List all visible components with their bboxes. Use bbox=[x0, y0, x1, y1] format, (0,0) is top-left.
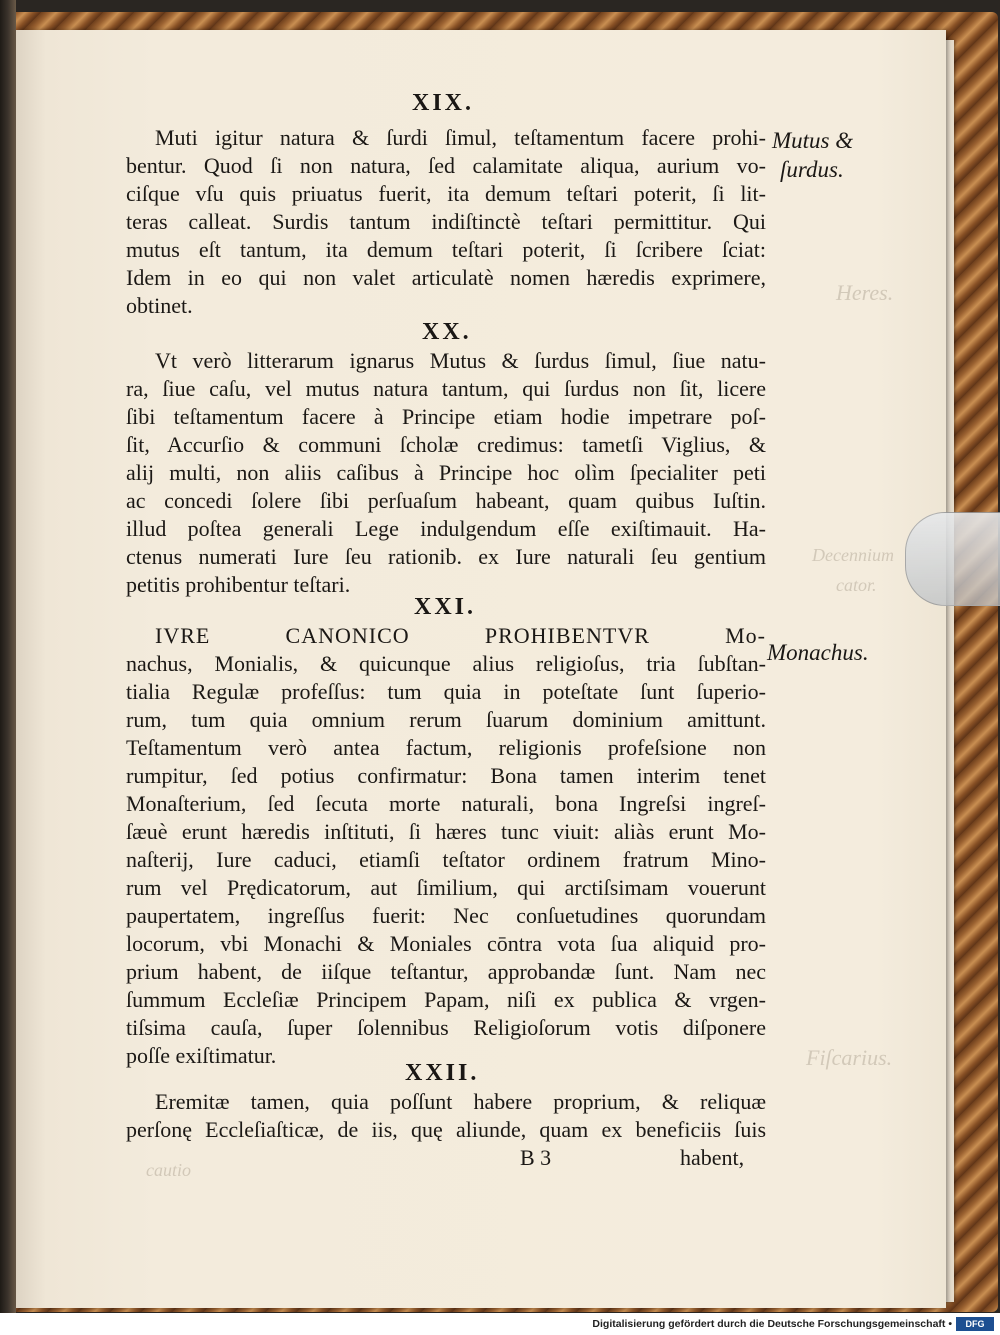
section-heading-19: XIX. bbox=[412, 90, 475, 116]
text-line: IVRE CANONICO PROHIBENTVR Mo- bbox=[155, 623, 766, 648]
text-line: rum, tum quia omnium rerum ſuarum dominium amittunt. bbox=[126, 707, 766, 732]
text-line: Idem in eo qui non valet articulatè nomen hæredis exprimere, bbox=[126, 265, 766, 290]
text-line: Muti igitur natura & ſurdi ſimul, teſtamentum facere prohi- bbox=[155, 125, 766, 150]
show-through-text: Decennium bbox=[812, 545, 894, 565]
text-line: poſſe exiſtimatur. bbox=[126, 1043, 277, 1068]
text-line: Monaſterium, ſed ſecuta morte naturali, bona Ingreſsi ingreſ- bbox=[126, 791, 766, 816]
text-line: illud poſtea generali Lege indulgendum eſſe exiſtimauit. Ha- bbox=[126, 516, 766, 541]
footer-credit-text: Digitalisierung gefördert durch die Deutsche Forschungsgemeinschaft • bbox=[592, 1318, 952, 1330]
text-line: tialia Regulæ profeſſus: tum quia in poteſtate ſunt ſuperio- bbox=[126, 679, 766, 704]
text-line: ſibi teſtamentum facere à Principe etiam hodie impetrare poſ- bbox=[126, 404, 766, 429]
text-line: Vt verò litterarum ignarus Mutus & ſurdus ſimul, ſiue natu- bbox=[155, 348, 766, 373]
section-heading-21: XXI. bbox=[414, 594, 477, 620]
section-heading-20: XX. bbox=[422, 319, 472, 345]
glass-clip bbox=[905, 512, 1000, 606]
text-line: mutus eſt tantum, ita demum teſtari poterit, ſi ſcribere ſciat: bbox=[126, 237, 766, 262]
text-line: paupertatem, ingreſſus fuerit: Nec conſuetudines quorundam bbox=[126, 903, 766, 928]
text-line: locorum, vbi Monachi & Moniales cōntra vota ſua aliquid pro- bbox=[126, 931, 766, 956]
text-line: ac concedi ſolere ſibi perſuaſum habeant, quam quibus Iuſtin. bbox=[126, 488, 766, 513]
text-line: teras calleat. Surdis tantum indiſtinctè teſtari permittitur. Qui bbox=[126, 209, 766, 234]
text-line: Eremitæ tamen, quia poſſunt habere proprium, & reliquæ bbox=[155, 1089, 766, 1114]
margin-note: Mutus & bbox=[772, 128, 854, 153]
show-through-text: Heres. bbox=[836, 280, 894, 305]
dfg-logo: DFG bbox=[956, 1317, 994, 1331]
text-line: naſterij, Iure caduci, etiamſi teſtator ordinem fratrum Mino- bbox=[126, 847, 766, 872]
text-line: obtinet. bbox=[126, 293, 193, 318]
text-line: Teſtamentum verò antea factum, religionis profeſsione non bbox=[126, 735, 766, 760]
text-line: tiſsima cauſa, ſuper ſolennibus Religioſorum votis diſponere bbox=[126, 1015, 766, 1040]
text-line: nachus, Monialis, & quicunque alius religioſus, tria ſubſtan- bbox=[126, 651, 766, 676]
catchword: habent, bbox=[680, 1145, 745, 1170]
text-line: ciſque vſu quis priuatus fuerit, ita demum teſtari poterit, ſi lit- bbox=[126, 181, 766, 206]
show-through-text: cator. bbox=[836, 575, 877, 595]
margin-note: Monachus. bbox=[767, 640, 869, 665]
text-line: bentur. Quod ſi non natura, ſed calamitate aliqua, aurium vo- bbox=[126, 153, 766, 178]
text-line: rum vel Prędicatorum, aut ſimilium, qui arctiſsimam vouerunt bbox=[126, 875, 766, 900]
show-through-text: cautio bbox=[146, 1160, 191, 1180]
section-heading-22: XXII. bbox=[405, 1060, 480, 1086]
text-line: ctenus numerati Iure ſeu rationib. ex Iure naturali ſeu gentium bbox=[126, 544, 766, 569]
text-line: ſit, Accurſio & communi ſcholæ credimus: tametſi Viglius, & bbox=[126, 432, 766, 457]
text-line: rumpitur, ſed potius confirmatur: Bona tamen interim tenet bbox=[126, 763, 766, 788]
text-line: petitis prohibentur teſtari. bbox=[126, 572, 351, 597]
signature-mark: B 3 bbox=[520, 1145, 552, 1170]
text-line: ſæuè erunt hæredis inſtituti, ſi hæres tunc viuit: aliàs erunt Mo- bbox=[126, 819, 766, 844]
text-line: ſummum Eccleſiæ Principem Papam, niſi ex publica & vrgen- bbox=[126, 987, 766, 1012]
digitization-footer bbox=[0, 1313, 1000, 1335]
text-line: prium habent, de iiſque teſtantur, approbandæ ſunt. Nam nec bbox=[126, 959, 766, 984]
text-line: ra, ſiue caſu, vel mutus natura tantum, qui ſurdus non ſit, licere bbox=[126, 376, 766, 401]
text-line: alij multi, non aliis caſibus à Principe hoc olìm ſpecialiter peti bbox=[126, 460, 766, 485]
show-through-text: Fiſcarius. bbox=[806, 1045, 893, 1070]
margin-note: ſurdus. bbox=[780, 157, 844, 182]
book-gutter bbox=[0, 0, 16, 1313]
text-line: perſonę Eccleſiaſticæ, de iis, quę aliunde, quam ex beneficiis ſuis bbox=[126, 1117, 766, 1142]
